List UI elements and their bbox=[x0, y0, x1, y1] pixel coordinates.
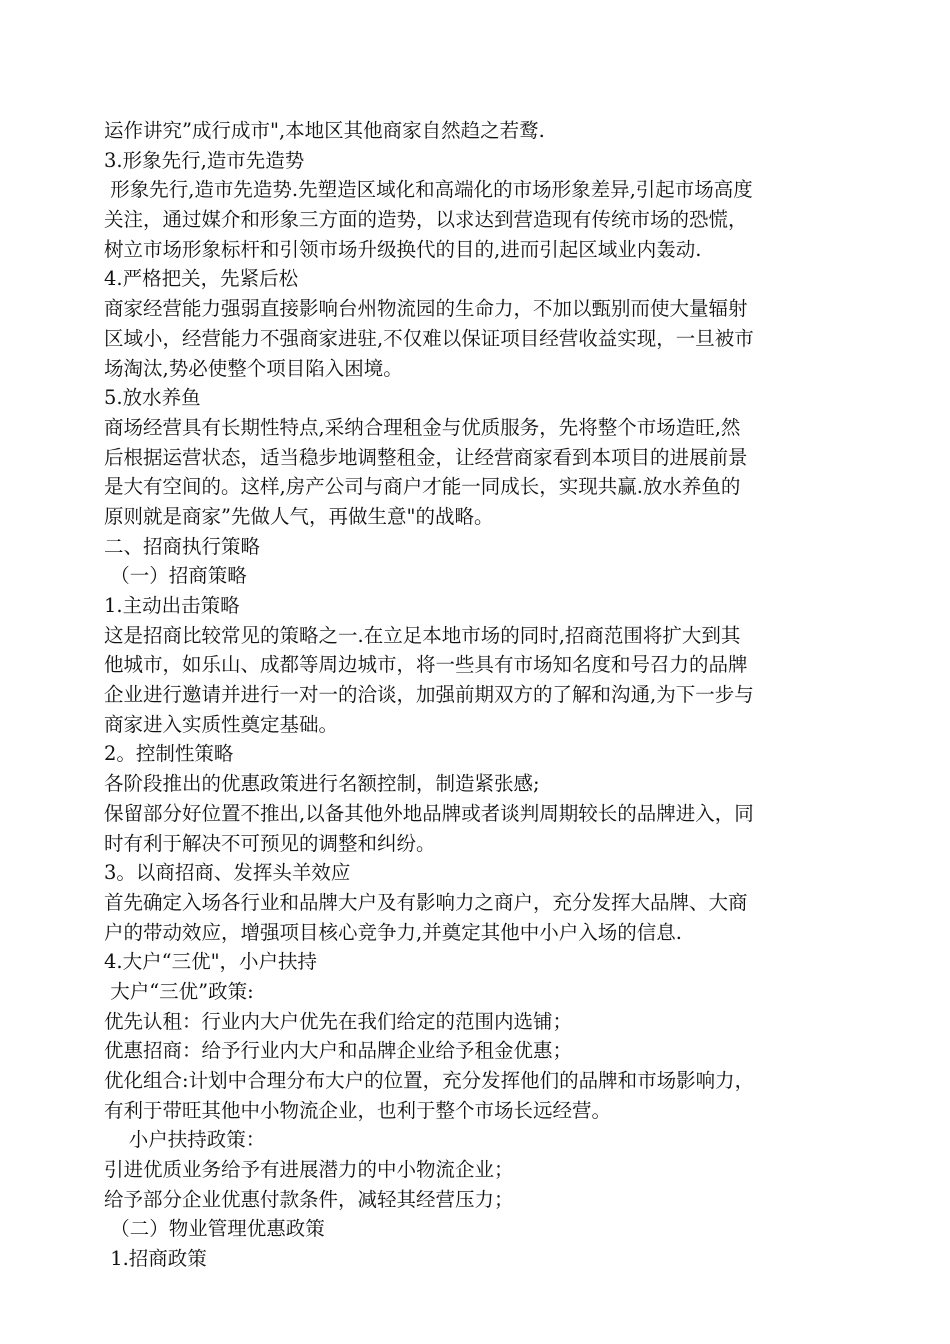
text-line: 优先认租：行业内大户优先在我们给定的范围内选铺； bbox=[104, 1009, 573, 1033]
text-line: 场淘汰,势必使整个项目陷入困境。 bbox=[104, 356, 403, 380]
text-line: 引进优质业务给予有进展潜力的中小物流企业； bbox=[104, 1158, 514, 1182]
text-line: 商家经营能力强弱直接影响台州物流园的生命力，不加以甄别而使大量辐射 bbox=[104, 297, 748, 321]
section-heading: 3。以商招商、发挥头羊效应 bbox=[104, 861, 351, 885]
section-heading: 2。控制性策略 bbox=[104, 742, 234, 766]
section-heading: 4.严格把关，先紧后松 bbox=[104, 267, 299, 291]
text-line: 这是招商比较常见的策略之一.在立足本地市场的同时,招商范围将扩大到其 bbox=[104, 623, 741, 647]
text-line: 首先确定入场各行业和品牌大户及有影响力之商户，充分发挥大品牌、大商 bbox=[104, 890, 748, 914]
subsection-heading: （一）招商策略 bbox=[104, 564, 247, 588]
text-line: 小户扶持政策： bbox=[104, 1128, 266, 1152]
section-heading: 3.形象先行,造市先造势 bbox=[104, 148, 305, 172]
section-heading: 1.招商政策 bbox=[104, 1247, 207, 1271]
text-line: 企业进行邀请并进行一对一的洽谈，加强前期双方的了解和沟通,为下一步与 bbox=[104, 683, 754, 707]
text-line: 关注，通过媒介和形象三方面的造势，以求达到营造现有传统市场的恐慌， bbox=[104, 208, 748, 232]
text-line: 各阶段推出的优惠政策进行名额控制，制造紧张感; bbox=[104, 772, 540, 796]
text-line: 运作讲究”成行成市",本地区其他商家自然趋之若鹜. bbox=[104, 119, 545, 142]
text-line: 区域小，经营能力不强商家进驻,不仅难以保证项目经营收益实现，一旦被市 bbox=[104, 326, 754, 350]
text-line: 保留部分好位置不推出,以备其他外地品牌或者谈判周期较长的品牌进入，同 bbox=[104, 801, 754, 825]
text-line: 他城市，如乐山、成都等周边城市，将一些具有市场知名度和号召力的品牌 bbox=[104, 653, 748, 677]
text-line: 原则就是商家”先做人气，再做生意"的战略。 bbox=[104, 504, 494, 528]
text-line: 后根据运营状态，适当稳步地调整租金，让经营商家看到本项目的进展前景 bbox=[104, 445, 748, 469]
text-line: 优惠招商：给予行业内大户和品牌企业给予租金优惠； bbox=[104, 1039, 573, 1063]
text-line: 是大有空间的。这样,房产公司与商户才能一同成长，实现共赢.放水养鱼的 bbox=[104, 475, 741, 499]
text-line: 商场经营具有长期性特点,采纳合理租金与优质服务，先将整个市场造旺,然 bbox=[104, 415, 741, 439]
text-line: 大户“三优”政策: bbox=[104, 979, 254, 1003]
text-line: 户的带动效应，增强项目核心竞争力,并奠定其他中小户入场的信息. bbox=[104, 920, 682, 944]
text-line: 优化组合:计划中合理分布大户的位置，充分发挥他们的品牌和市场影响力， bbox=[104, 1069, 755, 1092]
section-heading: 4.大户“三优"，小户扶持 bbox=[104, 950, 318, 974]
section-heading: 1.主动出击策略 bbox=[104, 594, 240, 617]
text-line: 形象先行,造市先造势.先塑造区域化和高端化的市场形象差异,引起市场高度 bbox=[104, 178, 753, 202]
subsection-heading: （二）物业管理优惠政策 bbox=[104, 1217, 325, 1241]
chapter-heading: 二、招商执行策略 bbox=[104, 534, 261, 558]
text-line: 有利于带旺其他中小物流企业，也利于整个市场长远经营。 bbox=[104, 1098, 612, 1122]
text-line: 商家进入实质性奠定基础。 bbox=[104, 712, 339, 736]
text-line: 树立市场形象标杆和引领市场升级换代的目的,进而引起区域业内轰动. bbox=[104, 237, 702, 261]
document-page bbox=[104, 116, 854, 1274]
section-heading: 5.放水养鱼 bbox=[104, 386, 201, 410]
text-line: 时有利于解决不可预见的调整和纠纷。 bbox=[104, 831, 436, 855]
text-line: 给予部分企业优惠付款条件，减轻其经营压力； bbox=[104, 1187, 514, 1211]
